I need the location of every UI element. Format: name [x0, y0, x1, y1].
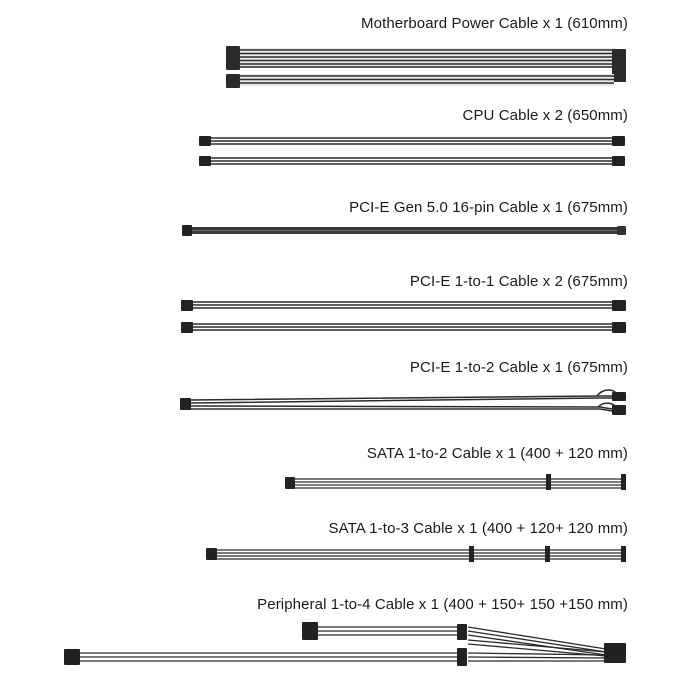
peripheral-1to4-cable-image — [64, 622, 626, 666]
sata-1to3-cable-label: SATA 1-to-3 Cable x 1 (400 + 120+ 120 mm) — [328, 520, 628, 537]
pcie-1to1-cable-label: PCI-E 1-to-1 Cable x 2 (675mm) — [409, 273, 628, 290]
sata-1to2-cable-label: SATA 1-to-2 Cable x 1 (400 + 120 mm) — [366, 445, 628, 462]
cpu-cable-image — [199, 136, 625, 166]
pcie-1to1-cable-image — [181, 300, 626, 333]
pcie-1to2-cable-label: PCI-E 1-to-2 Cable x 1 (675mm) — [409, 359, 628, 376]
cpu-cable-label: CPU Cable x 2 (650mm) — [462, 107, 628, 124]
peripheral-1to4-cable-label: Peripheral 1-to-4 Cable x 1 (400 + 150+ 150 +150 mm) — [257, 596, 628, 613]
pcie-gen5-16pin-cable-image — [182, 225, 626, 236]
sata-1to3-cable-image — [206, 546, 626, 562]
motherboard-power-cable-image — [226, 46, 626, 88]
motherboard-power-cable-label: Motherboard Power Cable x 1 (610mm) — [361, 15, 628, 32]
sata-1to2-cable-image — [285, 474, 626, 490]
pcie-1to2-cable-image — [180, 390, 626, 415]
pcie-gen5-16pin-cable-label: PCI-E Gen 5.0 16-pin Cable x 1 (675mm) — [349, 199, 628, 216]
